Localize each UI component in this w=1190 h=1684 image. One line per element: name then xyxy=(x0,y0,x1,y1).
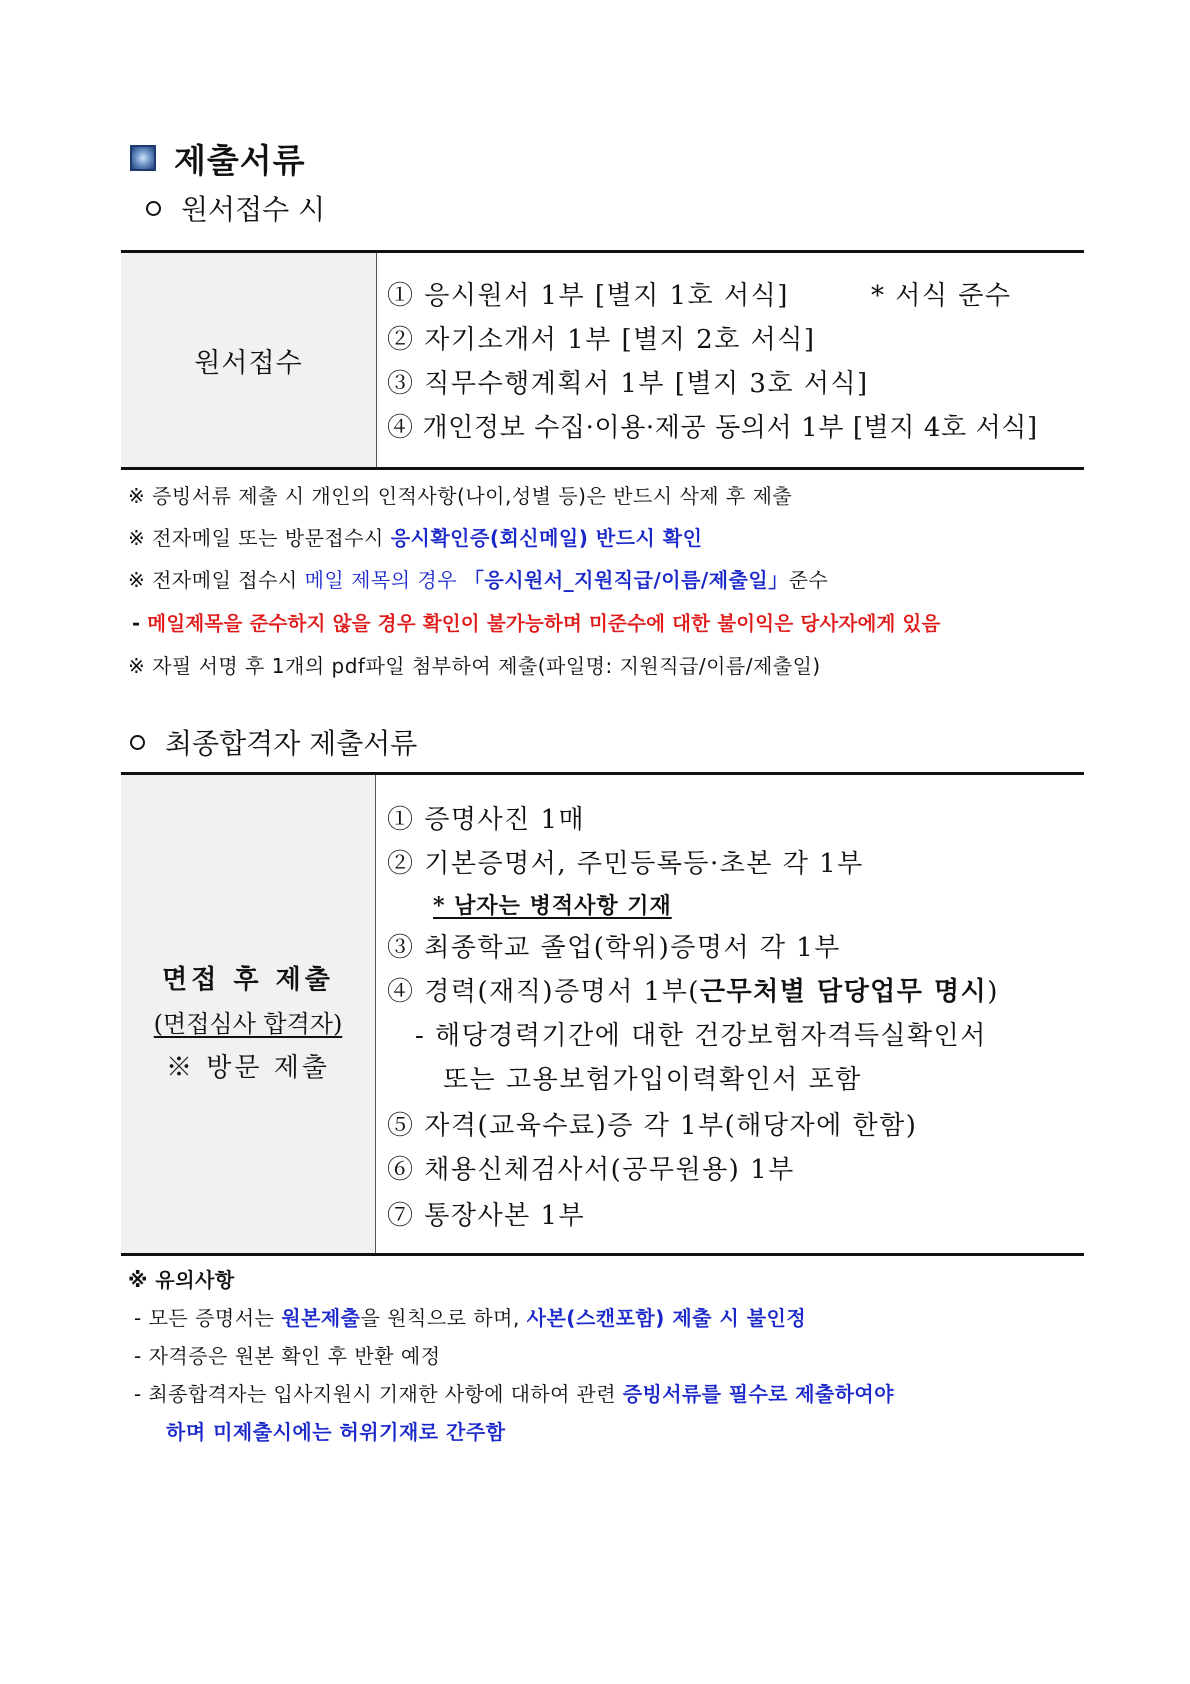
final-table-label-cell xyxy=(121,775,376,1253)
note-email-subject: ※ 전자메일 접수시 메일 제목의 경우 「응시원서_지원직급/이름/제출일」준수 xyxy=(128,568,829,592)
circle-bullet-icon xyxy=(130,735,145,750)
final-item-3: ③ 최종학교 졸업(학위)증명서 각 1부 xyxy=(387,933,841,963)
note-remove-personal-info: ※ 증빙서류 제출 시 개인의 인적사항(나이,성별 등)은 반드시 삭제 후 제출 xyxy=(128,484,793,508)
application-item-4: ④ 개인정보 수집·이용·제공 동의서 1부 [별지 4호 서식] xyxy=(387,413,1038,443)
section-heading xyxy=(130,138,306,178)
final-item-4-sub-2: 또는 고용보험가입이력확인서 포함 xyxy=(443,1065,862,1095)
application-table-items xyxy=(387,253,1084,467)
final-label-visit: ※ 방문 제출 xyxy=(166,1052,330,1083)
final-item-4: ④ 경력(재직)증명서 1부(근무처별 담당업무 명시) xyxy=(387,977,999,1007)
caution-evidence-docs: - 최종합격자는 입사지원시 기재한 사항에 대하여 관련 증빙서류를 필수로 제출하여야 xyxy=(134,1382,894,1406)
note-pdf-submission: ※ 자필 서명 후 1개의 pdf파일 첨부하여 제출(파일명: 지원직급/이름/제출일) xyxy=(128,654,821,678)
final-subtitle-text: 최종합격자 제출서류 xyxy=(165,727,418,760)
final-item-2: ② 기본증명서, 주민등록등·초본 각 1부 xyxy=(387,849,864,879)
application-subtitle-text: 원서접수 시 xyxy=(181,193,326,226)
application-item-1: ① 응시원서 1부 [별지 1호 서식] xyxy=(387,281,789,311)
application-item-1-note: * 서식 준수 xyxy=(871,281,1012,311)
application-subtitle xyxy=(146,188,325,228)
final-item-6: ⑥ 채용신체검사서(공무원용) 1부 xyxy=(387,1155,795,1185)
final-table-items xyxy=(387,775,1084,1253)
final-item-5: ⑤ 자격(교육수료)증 각 1부(해당자에 한함) xyxy=(387,1111,918,1141)
final-label-main: 면접 후 제출 xyxy=(162,964,334,995)
final-item-2-note: * 남자는 병적사항 기재 xyxy=(433,893,672,919)
circle-bullet-icon xyxy=(146,201,161,216)
application-label: 원서접수 xyxy=(194,347,303,379)
final-item-4-sub-1: - 해당경력기간에 대한 건강보험자격득실확인서 xyxy=(415,1021,987,1051)
caution-original-docs: - 모든 증명서는 원본제출을 원칙으로 하며, 사본(스캔포함) 제출 시 불인정 xyxy=(134,1306,807,1330)
square-bullet-icon xyxy=(130,145,156,171)
final-label-sub: (면접심사 합격자) xyxy=(153,1009,343,1038)
caution-evidence-docs-line-2: 하며 미제출시에는 허위기재로 간주함 xyxy=(166,1420,506,1444)
final-item-7: ⑦ 통장사본 1부 xyxy=(387,1201,586,1231)
note-email-confirmation: ※ 전자메일 또는 방문접수시 응시확인증(회신메일) 반드시 확인 xyxy=(128,526,703,550)
application-table xyxy=(121,250,1084,470)
final-subtitle xyxy=(130,722,417,762)
note-email-subject-warning: - 메일제목을 준수하지 않을 경우 확인이 불가능하며 미준수에 대한 불이익은 당사자에게 있음 xyxy=(132,612,941,635)
application-item-2: ② 자기소개서 1부 [별지 2호 서식] xyxy=(387,325,816,355)
final-table xyxy=(121,772,1084,1256)
application-item-3: ③ 직무수행계획서 1부 [별지 3호 서식] xyxy=(387,369,869,399)
section-title: 제출서류 xyxy=(174,140,306,180)
caution-certificate-return: - 자격증은 원본 확인 후 반환 예정 xyxy=(134,1344,441,1368)
application-table-label-cell xyxy=(121,253,377,467)
final-item-1: ① 증명사진 1매 xyxy=(387,805,586,835)
caution-title: ※ 유의사항 xyxy=(128,1268,235,1292)
